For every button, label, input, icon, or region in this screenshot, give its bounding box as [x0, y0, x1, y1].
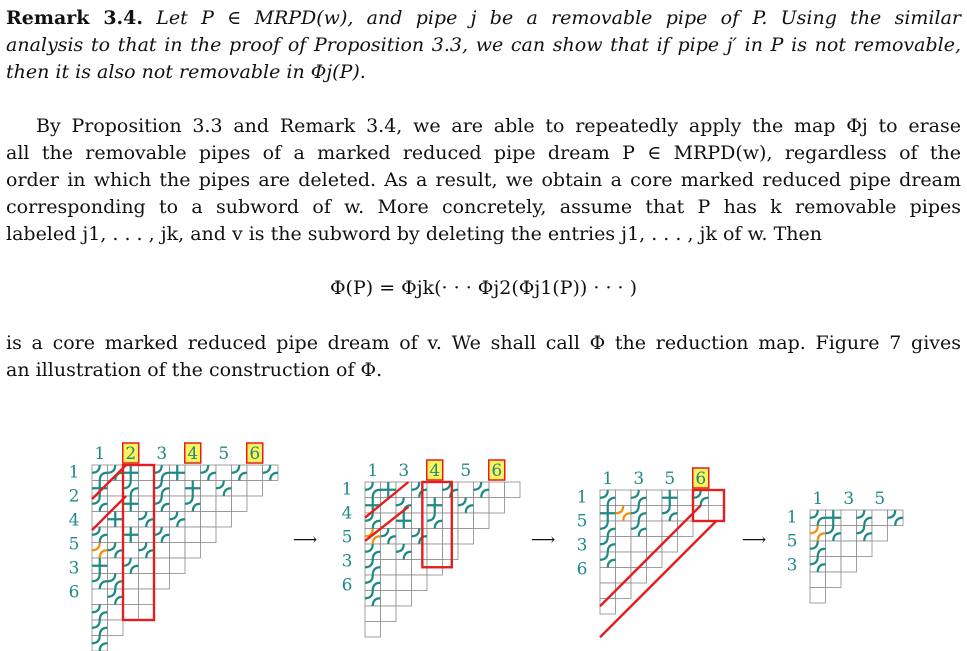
pipe-dream-2-top-label-5: 5 [460, 461, 472, 481]
pipe-dream-2-left-label-5: 5 [341, 527, 353, 548]
pipe-dream-4-cell [841, 526, 857, 542]
pipe-dream-2-cell [412, 513, 428, 529]
pipe-dream-1-cell [216, 465, 232, 481]
pipe-dream-4-cell [872, 526, 888, 542]
pipe-dream-1-cell [154, 512, 170, 528]
pipe-dream-2-top-4-label: 4 [429, 461, 441, 481]
pipe-dream-3-cell [631, 552, 647, 568]
pipe-dream-1-cell [201, 481, 217, 497]
pipe-dream-1-cell [247, 481, 263, 497]
pipe-dream-2-cell [381, 606, 397, 622]
pipe-dream-4-cell [810, 572, 826, 588]
pipe-dream-2-cell [412, 498, 428, 514]
pipe-dream-4-cell [841, 557, 857, 573]
arrow-2: ⟶ [530, 530, 556, 550]
pipe-dream-1-cell [185, 512, 201, 528]
pipe-dream-2-cell [381, 560, 397, 576]
pipe-dream-1-cell [247, 465, 263, 481]
remark-heading: Remark 3.4. [6, 7, 143, 29]
pipe-dream-1-cell [123, 605, 139, 621]
pipe-dream-4-top-label-1: 1 [812, 489, 824, 509]
pipe-dream-1-cell [108, 558, 124, 574]
pipe-dream-2-cell [412, 575, 428, 591]
remark-line-2: analysis to that in the proof of Proposition 3.3, we can show that if pipe j′ in P is not removable, [6, 34, 961, 56]
pipe-dream-4-cell [826, 557, 842, 573]
pipe-dream-2-top-label-1: 1 [367, 461, 379, 481]
pipe-dream-4-cell [872, 510, 888, 526]
pipe-dream-1-cell [216, 496, 232, 512]
pipe-dream-3-cell [678, 490, 694, 506]
pipe-dream-1-cell [92, 589, 108, 605]
pipe-dream-1-cell [154, 543, 170, 559]
pipe-dream-2-cell [443, 513, 459, 529]
pipe-dream-1-cell [92, 512, 108, 528]
pipe-dream-3-cell [693, 506, 709, 522]
pipe-dream-2-cell [365, 622, 381, 638]
pipe-dream-3-cell [631, 537, 647, 553]
pipe-dream-3-cell [616, 537, 632, 553]
pipe-dream-2-cell [365, 606, 381, 622]
pipe-dream-4-cell [841, 541, 857, 557]
pipe-dream-3-top-label-5: 5 [664, 469, 676, 489]
pipe-dream-1-left-label-3: 3 [68, 558, 80, 579]
pipe-dream-3-cell [616, 490, 632, 506]
pipe-dream-2-cell [458, 482, 474, 498]
pipe-dream-1-cell [123, 543, 139, 559]
remark-line-1 [6, 5, 961, 32]
pipe-dream-2-left-label-1: 1 [341, 479, 353, 500]
pipe-dream-3-cell [647, 537, 663, 553]
pipe-dream-3-cell [647, 506, 663, 522]
pipe-dream-1-top-4-label: 4 [187, 444, 199, 464]
pipe-dream-4-left-label-1: 1 [786, 507, 798, 528]
pipe-dream-3-cell [616, 568, 632, 584]
pipe-dream-1-cell [170, 527, 186, 543]
pipe-dream-1-cell [154, 574, 170, 590]
pipe-dream-4-cell [841, 510, 857, 526]
pipe-dream-2-left-label-3: 3 [341, 551, 353, 572]
pipe-dream-1-cell [185, 543, 201, 559]
pipe-dream-2-cell [474, 498, 490, 514]
pipe-dream-3-cell [647, 490, 663, 506]
pipe-dream-1-cell [123, 512, 139, 528]
paragraph1-line-5: labeled j1, . . . , jk, and v is the subword by deleting the entries j1, . . . , jk of w. Then [6, 223, 822, 245]
pipe-dream-4-cell [826, 541, 842, 557]
remark-text-line-1: Let P ∈ MRPD(w), and pipe j be a removable pipe of P. Using the similar [156, 7, 961, 29]
pipe-dream-1-left-label-4: 4 [68, 510, 80, 531]
pipe-dream-1-cell [185, 465, 201, 481]
pipe-dream-1-top-label-5: 5 [218, 444, 230, 464]
pipe-dream-4-cell [826, 572, 842, 588]
pipe-dream-3-cell [678, 506, 694, 522]
pipe-dream-3-cell [662, 537, 678, 553]
arrow-1: ⟶ [292, 530, 318, 550]
pipe-dream-3-cell [678, 521, 694, 537]
pipe-dream-3-top-label-1: 1 [602, 469, 614, 489]
pipe-dream-2-cell [443, 529, 459, 545]
pipe-dream-3-cell [647, 521, 663, 537]
pipe-dream-3-top-label-3: 3 [633, 469, 645, 489]
pipe-dream-1-cell [108, 620, 124, 636]
pipe-dream-4-top-label-3: 3 [843, 489, 855, 509]
pipe-dream-2-left-label-6: 6 [341, 575, 353, 596]
pipe-dream-3-top-6-label: 6 [695, 469, 707, 489]
pipe-dream-1-cell [108, 496, 124, 512]
pipe-dream-2-top-6-label: 6 [491, 461, 503, 481]
pipe-dream-4-cell [857, 541, 873, 557]
pipe-dream-2-cell [489, 498, 505, 514]
arrow-3: ⟶ [741, 530, 767, 550]
pipe-dream-1-cell [170, 543, 186, 559]
figure-7 [0, 425, 967, 651]
pipe-dream-2-cell [396, 575, 412, 591]
pipe-dream-1-cell [170, 481, 186, 497]
pipe-dream-2-cell [396, 529, 412, 545]
pipe-dream-1-cell [139, 589, 155, 605]
pipe-dream-3-cell [600, 583, 616, 599]
pipe-dream-1-cell [139, 574, 155, 590]
pipe-dream-1-cell [232, 496, 248, 512]
pipe-dream-2-cell [381, 575, 397, 591]
pipe-dream-1-cell [216, 512, 232, 528]
pipe-dream-2-cell [458, 529, 474, 545]
pipe-dream-2-cell [381, 591, 397, 607]
pipe-dream-2-cell [443, 498, 459, 514]
pipe-dream-1-cell [108, 527, 124, 543]
pipe-dream-2-cell [396, 591, 412, 607]
paragraph1-line-3: order in which the pipes are deleted. As a result, we obtain a core marked reduced pipe dream [6, 169, 961, 191]
pipe-dream-4-cell [810, 588, 826, 604]
pipe-dream-1-cell [139, 496, 155, 512]
pipe-dream-4-top-label-5: 5 [874, 489, 886, 509]
pipe-dream-3-left-label-1: 1 [576, 487, 588, 508]
pipe-dream-3-left-label-3: 3 [576, 535, 588, 556]
pipe-dream-1-top-6-label: 6 [249, 444, 261, 464]
pipe-dream-3-cell [600, 568, 616, 584]
pipe-dream-1-cell [201, 496, 217, 512]
pipe-dream-3-cell [600, 599, 616, 615]
pipe-dream-2-cell [412, 544, 428, 560]
pipe-dream-1-cell [139, 465, 155, 481]
pipe-dream-1-cell [123, 574, 139, 590]
pipe-dream-1-cell [170, 496, 186, 512]
paragraph2-line-1: is a core marked reduced pipe dream of v. We shall call Φ the reduction map. Figure 7 gives [6, 332, 961, 354]
pipe-dream-4-left-label-5: 5 [786, 531, 798, 552]
pipe-dream-2-cell [458, 513, 474, 529]
pipe-dream-1-cell [154, 558, 170, 574]
pipe-dream-2-cell [443, 544, 459, 560]
pipe-dream-3-left-label-6: 6 [576, 559, 588, 580]
pipe-dream-1-cell [185, 527, 201, 543]
remark-3-4 [6, 5, 961, 86]
pipe-dream-2-left-label-4: 4 [341, 503, 353, 524]
reduction-map-equation: Φ(P) = Φjk(· · · Φj2(Φj1(P)) · · · ) [329, 277, 638, 299]
pipe-dream-3-cell [631, 568, 647, 584]
pipe-dream-1-cell [123, 589, 139, 605]
pipe-dream-3-cell [616, 583, 632, 599]
pipe-dream-1-cell [108, 605, 124, 621]
pipe-dream-3-cell [709, 490, 725, 506]
pipe-dream-3-left-label-5: 5 [576, 511, 588, 532]
remark-line-3: then it is also not removable in Φj(P). [6, 61, 366, 83]
pipe-dream-1-cell [201, 527, 217, 543]
pipe-dream-1-top-2-label: 2 [125, 444, 137, 464]
paragraph-core [6, 330, 961, 384]
pipe-dream-1-cell [139, 527, 155, 543]
paragraph1-line-1: By Proposition 3.3 and Remark 3.4, we are able to repeatedly apply the map Φj to erase [36, 115, 961, 137]
pipe-dream-1-top-label-1: 1 [94, 444, 106, 464]
pipe-dream-2-cell [427, 544, 443, 560]
paragraph1-line-2: all the removable pipes of a marked reduced pipe dream P ∈ MRPD(w), regardless of the [6, 142, 961, 164]
pipe-dream-3-cell [662, 521, 678, 537]
pipe-dream-1-left-label-5: 5 [68, 534, 80, 555]
pipe-dream-2-cell [474, 513, 490, 529]
pipe-dream-1-left-label-6: 6 [68, 582, 80, 603]
pipe-dream-1-cell [139, 558, 155, 574]
paragraph-reduction [6, 113, 961, 248]
pipe-dream-3-cell [647, 552, 663, 568]
pipe-dream-1-left-label-2: 2 [68, 486, 80, 507]
pipe-dream-4-left-label-3: 3 [786, 555, 798, 576]
pipe-dream-1-left-label-1: 1 [68, 462, 80, 483]
pipe-dream-2-top-label-3: 3 [398, 461, 410, 481]
pipe-dream-2-cell [505, 482, 521, 498]
pipe-dream-1-cell [139, 481, 155, 497]
pipe-dream-2-cell [396, 560, 412, 576]
pipe-dream-2-cell [427, 482, 443, 498]
paragraph1-line-4: corresponding to a subword of w. More concretely, assume that P has k removable pipes [6, 196, 961, 218]
pipe-dream-1-cell [232, 481, 248, 497]
pipe-dream-1-cell [170, 558, 186, 574]
pipe-dream-1-cell [201, 512, 217, 528]
pipe-dream-2-cell [489, 482, 505, 498]
pipe-dream-3-cell [616, 552, 632, 568]
pipe-dream-1-top-label-3: 3 [156, 444, 168, 464]
pipe-dream-3-cell [616, 521, 632, 537]
pipe-dream-2-cell [381, 544, 397, 560]
pipe-dream-2-cell [427, 529, 443, 545]
paragraph2-line-2: an illustration of the construction of Φ. [6, 359, 383, 381]
